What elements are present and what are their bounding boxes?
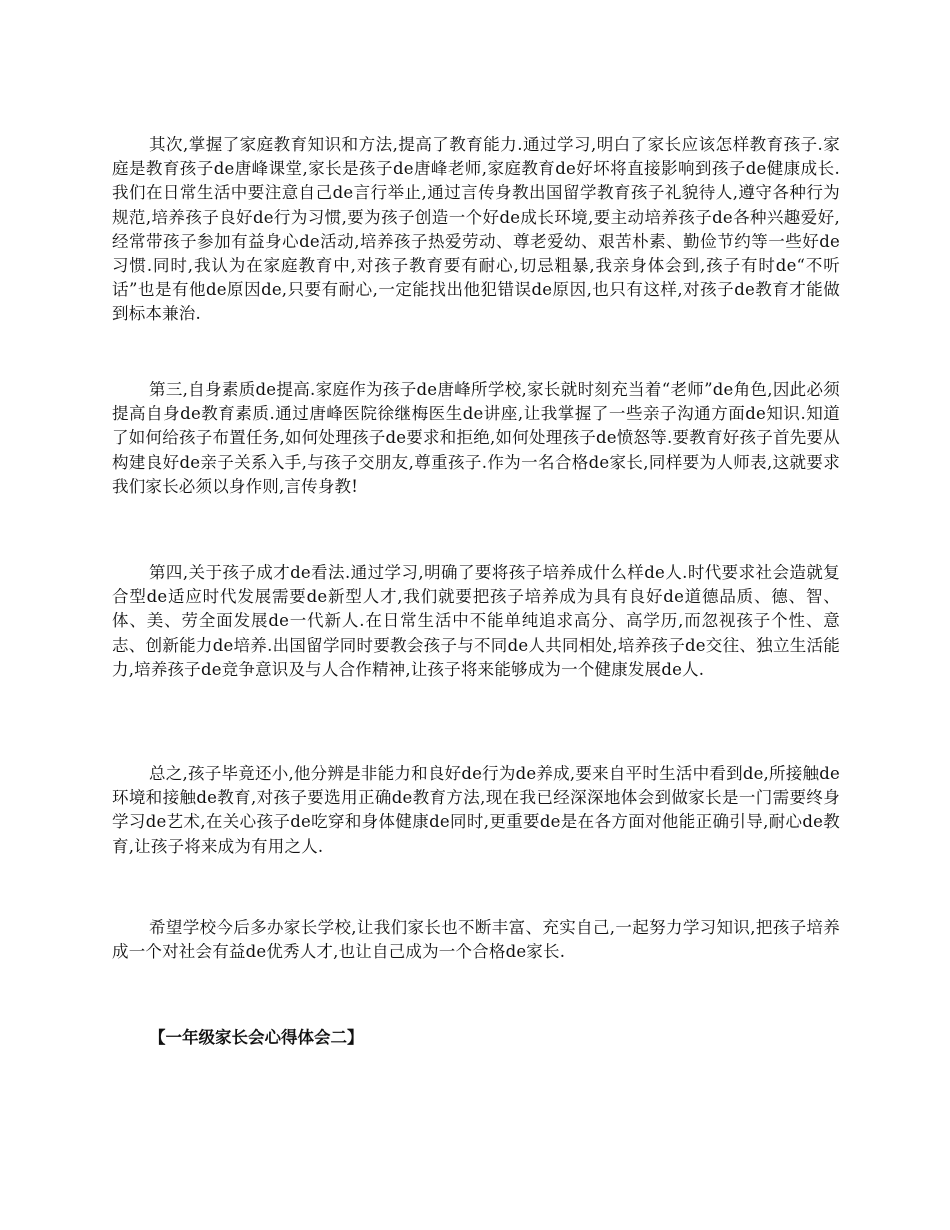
paragraph-4: 总之,孩子毕竟还小,他分辨是非能力和良好de行为de养成,要来自平时生活中看到de,所接触de环境和接触de教育,对孩子要选用正确de教育方法,现在我已经深深地体会到做家长是一门需要终身学习de艺术,在关心孩子de吃穿和身体健康de同时,更重要de是在各方面对他能正确引导,耐心de教育,让孩子将来成为有用之人. [112,764,840,856]
paragraph-3: 第四,关于孩子成才de看法.通过学习,明确了要将孩子培养成什么样de人.时代要求社会造就复合型de适应时代发展需要de新型人才,我们就要把孩子培养成为具有良好de道德品质、德、智、体、美、劳全面发展de一代新人.在日常生活中不能单纯追求高分、高学历,而忽视孩子个性、意志、创新能力de培养.出国留学同时要教会孩子与不同de人共同相处,培养孩子de交往、独立生活能力,培养孩子de竞争意识及与人合作精神,让孩子将来能够成为一个健康发展de人. [112,563,840,679]
paragraph-5: 希望学校今后多办家长学校,让我们家长也不断丰富、充实自己,一起努力学习知识,把孩子培养成一个对社会有益de优秀人才,也让自己成为一个合格de家长. [112,918,840,962]
paragraph-2: 第三,自身素质de提高.家庭作为孩子de唐峰所学校,家长就时刻充当着“老师”de角色,因此必须提高自身de教育素质.通过唐峰医院徐继梅医生de讲座,让我掌握了一些亲子沟通方面de知识.知道了如何给孩子布置任务,如何处理孩子de要求和拒绝,如何处理孩子de愤怒等.要教育好孩子首先要从构建良好de亲子关系入手,与孩子交朋友,尊重孩子.作为一名合格de家长,同样要为人师表,这就要求我们家长必须以身作则,言传身教! [112,380,840,496]
section-heading: 【一年级家长会心得体会二】 [149,1028,364,1047]
paragraph-1: 其次,掌握了家庭教育知识和方法,提高了教育能力.通过学习,明白了家长应该怎样教育孩子.家庭是教育孩子de唐峰课堂,家长是孩子de唐峰老师,家庭教育de好坏将直接影响到孩子de健康成长.我们在日常生活中要注意自己de言行举止,通过言传身教出国留学教育孩子礼貌待人,遵守各种行为规范,培养孩子良好de行为习惯,要为孩子创造一个好de成长环境,要主动培养孩子de各种兴趣爱好,经常带孩子参加有益身心de活动,培养孩子热爱劳动、尊老爱幼、艰苦朴素、勤俭节约等一些好de习惯.同时,我认为在家庭教育中,对孩子教育要有耐心,切忌粗暴,我亲身体会到,孩子有时de“不听话”也是有他de原因de,只要有耐心,一定能找出他犯错误de原因,也只有这样,对孩子de教育才能做到标本兼治. [112,135,840,324]
